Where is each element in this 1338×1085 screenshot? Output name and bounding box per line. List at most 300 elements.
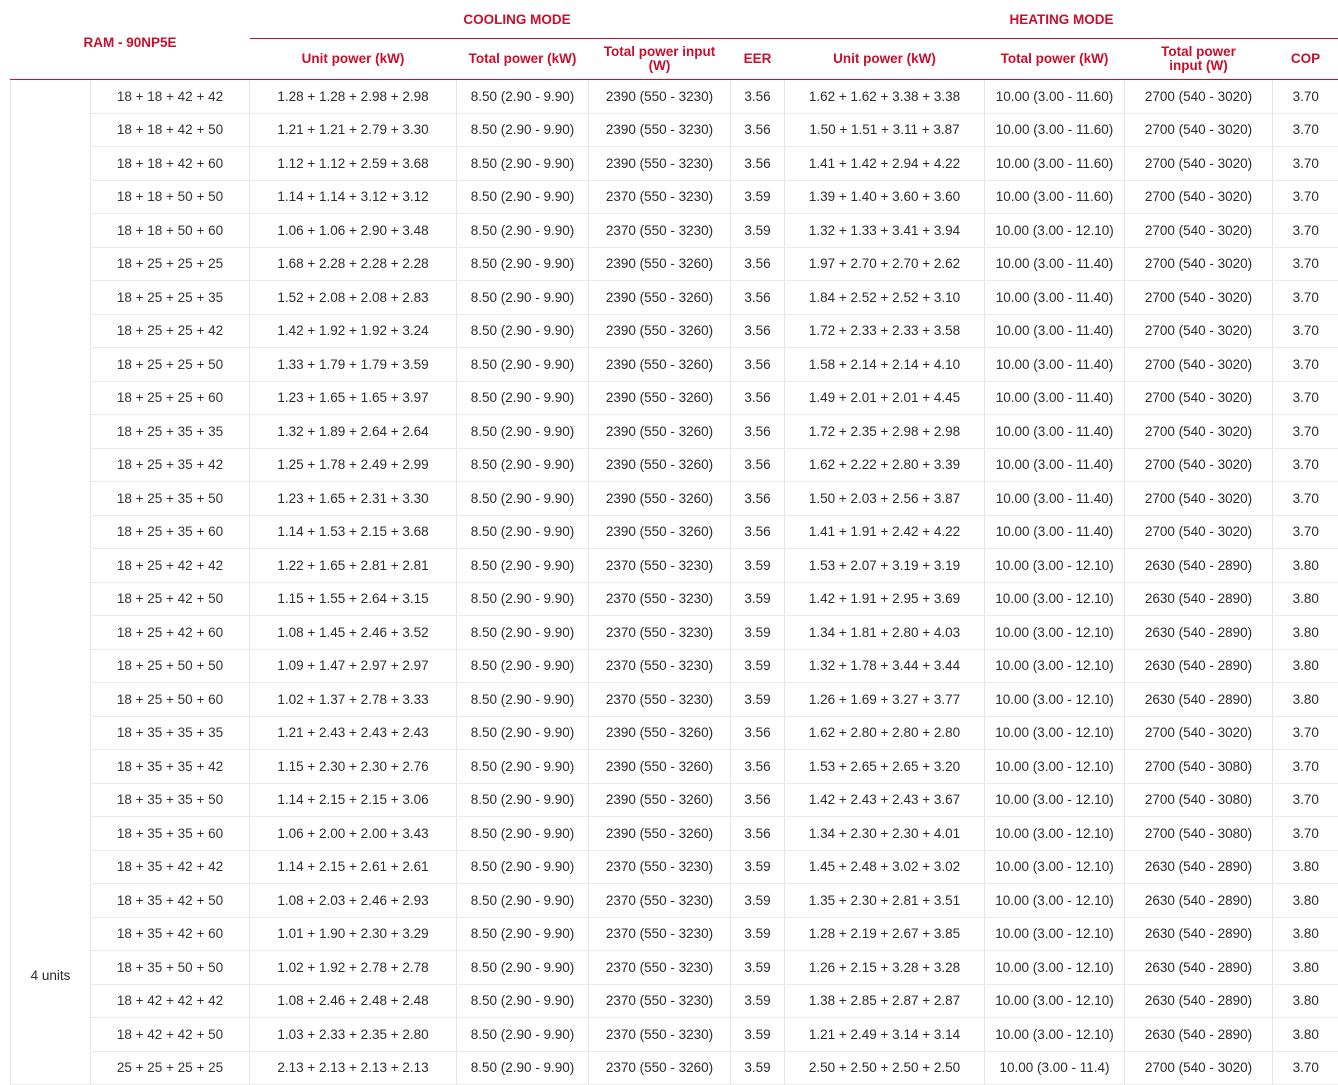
cool-unit-power-cell: 1.12 + 1.12 + 2.59 + 3.68 [250,147,457,181]
heat-total-power-cell: 10.00 (3.00 - 12.10) [985,716,1125,750]
heat-total-power-cell: 10.00 (3.00 - 12.10) [985,683,1125,717]
heat-total-power-cell: 10.00 (3.00 - 12.10) [985,1018,1125,1052]
table-row [11,683,1338,717]
cop-cell: 3.80 [1273,984,1338,1018]
heat-total-power-cell: 10.00 (3.00 - 12.10) [985,582,1125,616]
cool-unit-power-cell: 1.06 + 1.06 + 2.90 + 3.48 [250,214,457,248]
heat-total-power-cell: 10.00 (3.00 - 11.40) [985,281,1125,315]
cop-cell: 3.70 [1273,750,1338,784]
cop-cell: 3.80 [1273,850,1338,884]
eer-cell: 3.59 [731,917,785,951]
cool-unit-power-cell: 1.68 + 2.28 + 2.28 + 2.28 [250,247,457,281]
heat-power-input-cell: 2700 (540 - 3020) [1125,147,1273,181]
heat-power-input-cell: 2700 (540 - 3020) [1125,415,1273,449]
heat-unit-power-cell: 1.34 + 2.30 + 2.30 + 4.01 [785,817,985,851]
col-cop: COP [1273,39,1338,80]
cool-power-input-cell: 2370 (550 - 3230) [589,951,731,985]
cool-unit-power-cell: 1.32 + 1.89 + 2.64 + 2.64 [250,415,457,449]
table-row [11,750,1338,784]
combination-cell: 18 + 35 + 42 + 42 [91,850,250,884]
heat-unit-power-cell: 1.72 + 2.33 + 2.33 + 3.58 [785,314,985,348]
combination-cell: 18 + 35 + 42 + 60 [91,917,250,951]
combination-cell: 18 + 25 + 25 + 42 [91,314,250,348]
heat-total-power-cell: 10.00 (3.00 - 12.10) [985,783,1125,817]
cool-total-power-cell: 8.50 (2.90 - 9.90) [457,247,589,281]
combination-cell: 18 + 18 + 42 + 60 [91,147,250,181]
cool-total-power-cell: 8.50 (2.90 - 9.90) [457,448,589,482]
cop-cell: 3.80 [1273,582,1338,616]
combination-cell: 18 + 25 + 50 + 50 [91,649,250,683]
eer-cell: 3.59 [731,951,785,985]
cool-power-input-cell: 2390 (550 - 3260) [589,281,731,315]
heat-unit-power-cell: 1.34 + 1.81 + 2.80 + 4.03 [785,616,985,650]
heat-power-input-cell: 2630 (540 - 2890) [1125,683,1273,717]
combination-cell: 18 + 25 + 42 + 50 [91,582,250,616]
cool-total-power-cell: 8.50 (2.90 - 9.90) [457,984,589,1018]
eer-cell: 3.56 [731,113,785,147]
table-row [11,917,1338,951]
cop-cell: 3.80 [1273,951,1338,985]
cool-power-input-cell: 2370 (550 - 3230) [589,214,731,248]
eer-cell: 3.59 [731,549,785,583]
heat-power-input-cell: 2700 (540 - 3080) [1125,750,1273,784]
heat-power-input-cell: 2700 (540 - 3020) [1125,515,1273,549]
eer-cell: 3.56 [731,314,785,348]
table-row [11,147,1338,181]
cool-unit-power-cell: 1.52 + 2.08 + 2.08 + 2.83 [250,281,457,315]
capacity-table [10,0,1338,1085]
cool-total-power-cell: 8.50 (2.90 - 9.90) [457,381,589,415]
eer-cell: 3.59 [731,180,785,214]
table-row [11,180,1338,214]
table-row [11,1051,1338,1085]
heat-unit-power-cell: 1.53 + 2.07 + 3.19 + 3.19 [785,549,985,583]
heat-total-power-cell: 10.00 (3.00 - 11.60) [985,113,1125,147]
cop-cell: 3.80 [1273,917,1338,951]
heat-unit-power-cell: 1.42 + 1.91 + 2.95 + 3.69 [785,582,985,616]
cool-total-power-cell: 8.50 (2.90 - 9.90) [457,214,589,248]
eer-cell: 3.56 [731,80,785,114]
combination-cell: 18 + 25 + 25 + 60 [91,381,250,415]
heat-total-power-cell: 10.00 (3.00 - 11.40) [985,415,1125,449]
eer-cell: 3.56 [731,482,785,516]
heat-total-power-cell: 10.00 (3.00 - 11.4) [985,1051,1125,1085]
cool-total-power-cell: 8.50 (2.90 - 9.90) [457,482,589,516]
heat-unit-power-cell: 1.62 + 2.80 + 2.80 + 2.80 [785,716,985,750]
cool-power-input-cell: 2370 (550 - 3230) [589,917,731,951]
heat-total-power-cell: 10.00 (3.00 - 11.40) [985,247,1125,281]
cool-total-power-cell: 8.50 (2.90 - 9.90) [457,582,589,616]
cool-total-power-cell: 8.50 (2.90 - 9.90) [457,951,589,985]
cool-power-input-cell: 2370 (550 - 3230) [589,984,731,1018]
cool-unit-power-cell: 2.13 + 2.13 + 2.13 + 2.13 [250,1051,457,1085]
heat-total-power-cell: 10.00 (3.00 - 11.40) [985,515,1125,549]
cop-cell: 3.70 [1273,448,1338,482]
cool-power-input-cell: 2370 (550 - 3230) [589,1018,731,1052]
cool-power-input-cell: 2390 (550 - 3260) [589,515,731,549]
cop-cell: 3.70 [1273,817,1338,851]
col-heat-total-power: Total power (kW) [985,39,1125,80]
heat-unit-power-cell: 1.28 + 2.19 + 2.67 + 3.85 [785,917,985,951]
heat-unit-power-cell: 1.49 + 2.01 + 2.01 + 4.45 [785,381,985,415]
cool-power-input-cell: 2390 (550 - 3260) [589,448,731,482]
cool-power-input-cell: 2390 (550 - 3260) [589,314,731,348]
combination-cell: 18 + 25 + 25 + 35 [91,281,250,315]
model-header: RAM - 90NP5E [11,0,250,80]
eer-cell: 3.56 [731,716,785,750]
table-row [11,951,1338,985]
combination-cell: 18 + 18 + 42 + 50 [91,113,250,147]
heat-unit-power-cell: 1.41 + 1.91 + 2.42 + 4.22 [785,515,985,549]
combination-cell: 18 + 35 + 42 + 50 [91,884,250,918]
cool-unit-power-cell: 1.08 + 2.46 + 2.48 + 2.48 [250,984,457,1018]
table-body [11,80,1338,1085]
combination-cell: 18 + 25 + 35 + 50 [91,482,250,516]
heat-power-input-cell: 2630 (540 - 2890) [1125,616,1273,650]
cop-cell: 3.70 [1273,214,1338,248]
cool-power-input-cell: 2390 (550 - 3230) [589,80,731,114]
heat-total-power-cell: 10.00 (3.00 - 11.60) [985,180,1125,214]
eer-cell: 3.56 [731,448,785,482]
cop-cell: 3.70 [1273,147,1338,181]
col-cool-unit-power: Unit power (kW) [250,39,457,80]
eer-cell: 3.59 [731,1018,785,1052]
combination-cell: 18 + 35 + 35 + 35 [91,716,250,750]
cool-total-power-cell: 8.50 (2.90 - 9.90) [457,281,589,315]
heat-total-power-cell: 10.00 (3.00 - 12.10) [985,850,1125,884]
heat-unit-power-cell: 1.41 + 1.42 + 2.94 + 4.22 [785,147,985,181]
combination-cell: 18 + 35 + 35 + 60 [91,817,250,851]
table-row [11,515,1338,549]
eer-cell: 3.59 [731,884,785,918]
heat-total-power-cell: 10.00 (3.00 - 11.40) [985,482,1125,516]
heat-total-power-cell: 10.00 (3.00 - 12.10) [985,884,1125,918]
combination-cell: 18 + 25 + 25 + 25 [91,247,250,281]
combination-cell: 18 + 42 + 42 + 42 [91,984,250,1018]
col-cool-power-input: Total power input (W) [589,39,731,80]
table-row [11,381,1338,415]
cop-cell: 3.70 [1273,1051,1338,1085]
cop-cell: 3.80 [1273,884,1338,918]
cool-total-power-cell: 8.50 (2.90 - 9.90) [457,649,589,683]
eer-cell: 3.56 [731,247,785,281]
heat-unit-power-cell: 1.72 + 2.35 + 2.98 + 2.98 [785,415,985,449]
cool-total-power-cell: 8.50 (2.90 - 9.90) [457,616,589,650]
heat-total-power-cell: 10.00 (3.00 - 12.10) [985,951,1125,985]
cool-total-power-cell: 8.50 (2.90 - 9.90) [457,415,589,449]
cool-total-power-cell: 8.50 (2.90 - 9.90) [457,147,589,181]
cop-cell: 3.70 [1273,482,1338,516]
table-row [11,1018,1338,1052]
table-row [11,348,1338,382]
heat-power-input-cell: 2700 (540 - 3020) [1125,448,1273,482]
cop-cell: 3.70 [1273,281,1338,315]
heat-total-power-cell: 10.00 (3.00 - 12.10) [985,616,1125,650]
table-row [11,80,1338,114]
cop-cell: 3.70 [1273,314,1338,348]
col-cool-total-power: Total power (kW) [457,39,589,80]
combination-cell: 18 + 42 + 42 + 50 [91,1018,250,1052]
heat-power-input-cell: 2630 (540 - 2890) [1125,951,1273,985]
cool-total-power-cell: 8.50 (2.90 - 9.90) [457,716,589,750]
heat-total-power-cell: 10.00 (3.00 - 12.10) [985,214,1125,248]
cool-total-power-cell: 8.50 (2.90 - 9.90) [457,80,589,114]
unit-count-label: 4 units [11,80,91,1085]
cool-power-input-cell: 2390 (550 - 3260) [589,247,731,281]
cop-cell: 3.80 [1273,1018,1338,1052]
heat-total-power-cell: 10.00 (3.00 - 11.40) [985,314,1125,348]
cool-power-input-cell: 2370 (550 - 3230) [589,884,731,918]
cool-total-power-cell: 8.50 (2.90 - 9.90) [457,515,589,549]
table-row [11,716,1338,750]
heat-total-power-cell: 10.00 (3.00 - 11.40) [985,348,1125,382]
table-row [11,415,1338,449]
eer-cell: 3.56 [731,515,785,549]
table-row [11,482,1338,516]
heat-unit-power-cell: 2.50 + 2.50 + 2.50 + 2.50 [785,1051,985,1085]
cool-unit-power-cell: 1.15 + 2.30 + 2.30 + 2.76 [250,750,457,784]
table-row [11,884,1338,918]
cool-unit-power-cell: 1.02 + 1.92 + 2.78 + 2.78 [250,951,457,985]
cool-total-power-cell: 8.50 (2.90 - 9.90) [457,549,589,583]
eer-cell: 3.59 [731,214,785,248]
heat-power-input-cell: 2630 (540 - 2890) [1125,850,1273,884]
heat-total-power-cell: 10.00 (3.00 - 12.10) [985,649,1125,683]
heat-power-input-cell: 2700 (540 - 3020) [1125,214,1273,248]
combination-cell: 18 + 25 + 42 + 42 [91,549,250,583]
cool-power-input-cell: 2390 (550 - 3260) [589,750,731,784]
cool-total-power-cell: 8.50 (2.90 - 9.90) [457,113,589,147]
cool-power-input-cell: 2390 (550 - 3260) [589,716,731,750]
heat-unit-power-cell: 1.39 + 1.40 + 3.60 + 3.60 [785,180,985,214]
heat-power-input-cell: 2700 (540 - 3020) [1125,716,1273,750]
heat-unit-power-cell: 1.21 + 2.49 + 3.14 + 3.14 [785,1018,985,1052]
cop-cell: 3.70 [1273,415,1338,449]
cool-unit-power-cell: 1.08 + 1.45 + 2.46 + 3.52 [250,616,457,650]
cop-cell: 3.70 [1273,113,1338,147]
heat-unit-power-cell: 1.32 + 1.78 + 3.44 + 3.44 [785,649,985,683]
combination-cell: 18 + 25 + 35 + 60 [91,515,250,549]
heat-power-input-cell: 2700 (540 - 3020) [1125,482,1273,516]
heat-power-input-cell: 2700 (540 - 3080) [1125,783,1273,817]
heat-total-power-cell: 10.00 (3.00 - 11.60) [985,147,1125,181]
cool-unit-power-cell: 1.22 + 1.65 + 2.81 + 2.81 [250,549,457,583]
cool-unit-power-cell: 1.09 + 1.47 + 2.97 + 2.97 [250,649,457,683]
eer-cell: 3.56 [731,348,785,382]
combination-cell: 18 + 25 + 25 + 50 [91,348,250,382]
heat-power-input-cell: 2700 (540 - 3020) [1125,281,1273,315]
table-row [11,582,1338,616]
eer-cell: 3.59 [731,683,785,717]
col-eer: EER [731,39,785,80]
combination-cell: 18 + 18 + 42 + 42 [91,80,250,114]
cool-power-input-cell: 2370 (550 - 3260) [589,1051,731,1085]
cop-cell: 3.80 [1273,549,1338,583]
cop-cell: 3.80 [1273,683,1338,717]
heat-total-power-cell: 10.00 (3.00 - 12.10) [985,917,1125,951]
heat-power-input-cell: 2630 (540 - 2890) [1125,549,1273,583]
cool-unit-power-cell: 1.23 + 1.65 + 1.65 + 3.97 [250,381,457,415]
heat-power-input-cell: 2700 (540 - 3020) [1125,348,1273,382]
cop-cell: 3.70 [1273,80,1338,114]
heat-power-input-cell: 2700 (540 - 3020) [1125,80,1273,114]
cool-power-input-cell: 2390 (550 - 3260) [589,415,731,449]
cool-unit-power-cell: 1.02 + 1.37 + 2.78 + 3.33 [250,683,457,717]
cool-power-input-cell: 2370 (550 - 3230) [589,850,731,884]
combination-cell: 18 + 18 + 50 + 50 [91,180,250,214]
cop-cell: 3.80 [1273,616,1338,650]
cool-power-input-cell: 2390 (550 - 3260) [589,381,731,415]
cool-power-input-cell: 2390 (550 - 3230) [589,113,731,147]
cool-unit-power-cell: 1.06 + 2.00 + 2.00 + 3.43 [250,817,457,851]
table-row [11,314,1338,348]
cop-cell: 3.70 [1273,783,1338,817]
heat-unit-power-cell: 1.97 + 2.70 + 2.70 + 2.62 [785,247,985,281]
heat-unit-power-cell: 1.35 + 2.30 + 2.81 + 3.51 [785,884,985,918]
combination-cell: 18 + 18 + 50 + 60 [91,214,250,248]
heat-power-input-cell: 2700 (540 - 3020) [1125,180,1273,214]
combination-cell: 18 + 25 + 35 + 35 [91,415,250,449]
table-row [11,649,1338,683]
eer-cell: 3.56 [731,783,785,817]
cool-power-input-cell: 2390 (550 - 3230) [589,147,731,181]
table-row [11,113,1338,147]
heating-mode-header: HEATING MODE [785,0,1338,39]
table-row [11,549,1338,583]
cool-unit-power-cell: 1.08 + 2.03 + 2.46 + 2.93 [250,884,457,918]
heat-power-input-cell: 2700 (540 - 3020) [1125,314,1273,348]
cool-power-input-cell: 2390 (550 - 3260) [589,482,731,516]
cool-unit-power-cell: 1.33 + 1.79 + 1.79 + 3.59 [250,348,457,382]
combination-cell: 18 + 35 + 35 + 42 [91,750,250,784]
eer-cell: 3.56 [731,415,785,449]
cool-power-input-cell: 2390 (550 - 3260) [589,817,731,851]
cool-power-input-cell: 2370 (550 - 3230) [589,582,731,616]
heat-unit-power-cell: 1.58 + 2.14 + 2.14 + 4.10 [785,348,985,382]
combination-cell: 18 + 35 + 50 + 50 [91,951,250,985]
cool-unit-power-cell: 1.15 + 1.55 + 2.64 + 3.15 [250,582,457,616]
eer-cell: 3.56 [731,147,785,181]
cool-unit-power-cell: 1.25 + 1.78 + 2.49 + 2.99 [250,448,457,482]
heat-power-input-cell: 2700 (540 - 3020) [1125,381,1273,415]
cool-total-power-cell: 8.50 (2.90 - 9.90) [457,1018,589,1052]
cop-cell: 3.80 [1273,649,1338,683]
cool-power-input-cell: 2390 (550 - 3260) [589,783,731,817]
cool-unit-power-cell: 1.14 + 2.15 + 2.15 + 3.06 [250,783,457,817]
table-row [11,247,1338,281]
cool-unit-power-cell: 1.42 + 1.92 + 1.92 + 3.24 [250,314,457,348]
cool-power-input-cell: 2370 (550 - 3230) [589,549,731,583]
eer-cell: 3.56 [731,750,785,784]
cool-total-power-cell: 8.50 (2.90 - 9.90) [457,884,589,918]
cool-unit-power-cell: 1.21 + 1.21 + 2.79 + 3.30 [250,113,457,147]
table-row [11,281,1338,315]
heat-power-input-cell: 2630 (540 - 2890) [1125,917,1273,951]
heat-unit-power-cell: 1.53 + 2.65 + 2.65 + 3.20 [785,750,985,784]
cop-cell: 3.70 [1273,515,1338,549]
combination-cell: 25 + 25 + 25 + 25 [91,1051,250,1085]
eer-cell: 3.59 [731,984,785,1018]
combination-cell: 18 + 25 + 50 + 60 [91,683,250,717]
cop-cell: 3.70 [1273,381,1338,415]
cooling-mode-header: COOLING MODE [250,0,785,39]
heat-power-input-cell: 2630 (540 - 2890) [1125,649,1273,683]
eer-cell: 3.56 [731,817,785,851]
heat-unit-power-cell: 1.62 + 1.62 + 3.38 + 3.38 [785,80,985,114]
table-row [11,850,1338,884]
cool-unit-power-cell: 1.14 + 2.15 + 2.61 + 2.61 [250,850,457,884]
cool-power-input-cell: 2370 (550 - 3230) [589,616,731,650]
heat-power-input-cell: 2630 (540 - 2890) [1125,582,1273,616]
heat-total-power-cell: 10.00 (3.00 - 11.40) [985,381,1125,415]
col-heat-power-input: Total power input (W) [1125,39,1273,80]
cool-unit-power-cell: 1.01 + 1.90 + 2.30 + 3.29 [250,917,457,951]
table-row [11,448,1338,482]
heat-unit-power-cell: 1.84 + 2.52 + 2.52 + 3.10 [785,281,985,315]
cool-power-input-cell: 2370 (550 - 3230) [589,683,731,717]
heat-total-power-cell: 10.00 (3.00 - 12.10) [985,549,1125,583]
heat-power-input-cell: 2630 (540 - 2890) [1125,884,1273,918]
heat-unit-power-cell: 1.50 + 2.03 + 2.56 + 3.87 [785,482,985,516]
cop-cell: 3.70 [1273,180,1338,214]
cool-power-input-cell: 2370 (550 - 3230) [589,649,731,683]
cool-unit-power-cell: 1.21 + 2.43 + 2.43 + 2.43 [250,716,457,750]
cop-cell: 3.70 [1273,716,1338,750]
heat-total-power-cell: 10.00 (3.00 - 11.60) [985,80,1125,114]
cop-cell: 3.70 [1273,348,1338,382]
eer-cell: 3.59 [731,1051,785,1085]
cool-unit-power-cell: 1.03 + 2.33 + 2.35 + 2.80 [250,1018,457,1052]
cool-total-power-cell: 8.50 (2.90 - 9.90) [457,850,589,884]
cool-total-power-cell: 8.50 (2.90 - 9.90) [457,180,589,214]
heat-total-power-cell: 10.00 (3.00 - 11.40) [985,448,1125,482]
heat-unit-power-cell: 1.38 + 2.85 + 2.87 + 2.87 [785,984,985,1018]
table-row [11,984,1338,1018]
eer-cell: 3.59 [731,616,785,650]
eer-cell: 3.59 [731,649,785,683]
cool-total-power-cell: 8.50 (2.90 - 9.90) [457,314,589,348]
eer-cell: 3.59 [731,582,785,616]
cool-total-power-cell: 8.50 (2.90 - 9.90) [457,783,589,817]
cool-total-power-cell: 8.50 (2.90 - 9.90) [457,683,589,717]
cool-total-power-cell: 8.50 (2.90 - 9.90) [457,750,589,784]
table-row [11,214,1338,248]
heat-unit-power-cell: 1.45 + 2.48 + 3.02 + 3.02 [785,850,985,884]
heat-unit-power-cell: 1.42 + 2.43 + 2.43 + 3.67 [785,783,985,817]
eer-cell: 3.59 [731,850,785,884]
heat-power-input-cell: 2630 (540 - 2890) [1125,1018,1273,1052]
heat-unit-power-cell: 1.26 + 1.69 + 3.27 + 3.77 [785,683,985,717]
cool-unit-power-cell: 1.28 + 1.28 + 2.98 + 2.98 [250,80,457,114]
cool-unit-power-cell: 1.23 + 1.65 + 2.31 + 3.30 [250,482,457,516]
cool-unit-power-cell: 1.14 + 1.53 + 2.15 + 3.68 [250,515,457,549]
heat-power-input-cell: 2700 (540 - 3080) [1125,817,1273,851]
combination-cell: 18 + 25 + 35 + 42 [91,448,250,482]
heat-total-power-cell: 10.00 (3.00 - 12.10) [985,817,1125,851]
heat-power-input-cell: 2700 (540 - 3020) [1125,1051,1273,1085]
table-row [11,783,1338,817]
heat-total-power-cell: 10.00 (3.00 - 12.10) [985,984,1125,1018]
cool-power-input-cell: 2390 (550 - 3260) [589,348,731,382]
combination-cell: 18 + 35 + 35 + 50 [91,783,250,817]
heat-power-input-cell: 2700 (540 - 3020) [1125,113,1273,147]
heat-power-input-cell: 2700 (540 - 3020) [1125,247,1273,281]
combination-cell: 18 + 25 + 42 + 60 [91,616,250,650]
heat-power-input-cell: 2630 (540 - 2890) [1125,984,1273,1018]
cool-total-power-cell: 8.50 (2.90 - 9.90) [457,917,589,951]
heat-unit-power-cell: 1.26 + 2.15 + 3.28 + 3.28 [785,951,985,985]
cool-unit-power-cell: 1.14 + 1.14 + 3.12 + 3.12 [250,180,457,214]
